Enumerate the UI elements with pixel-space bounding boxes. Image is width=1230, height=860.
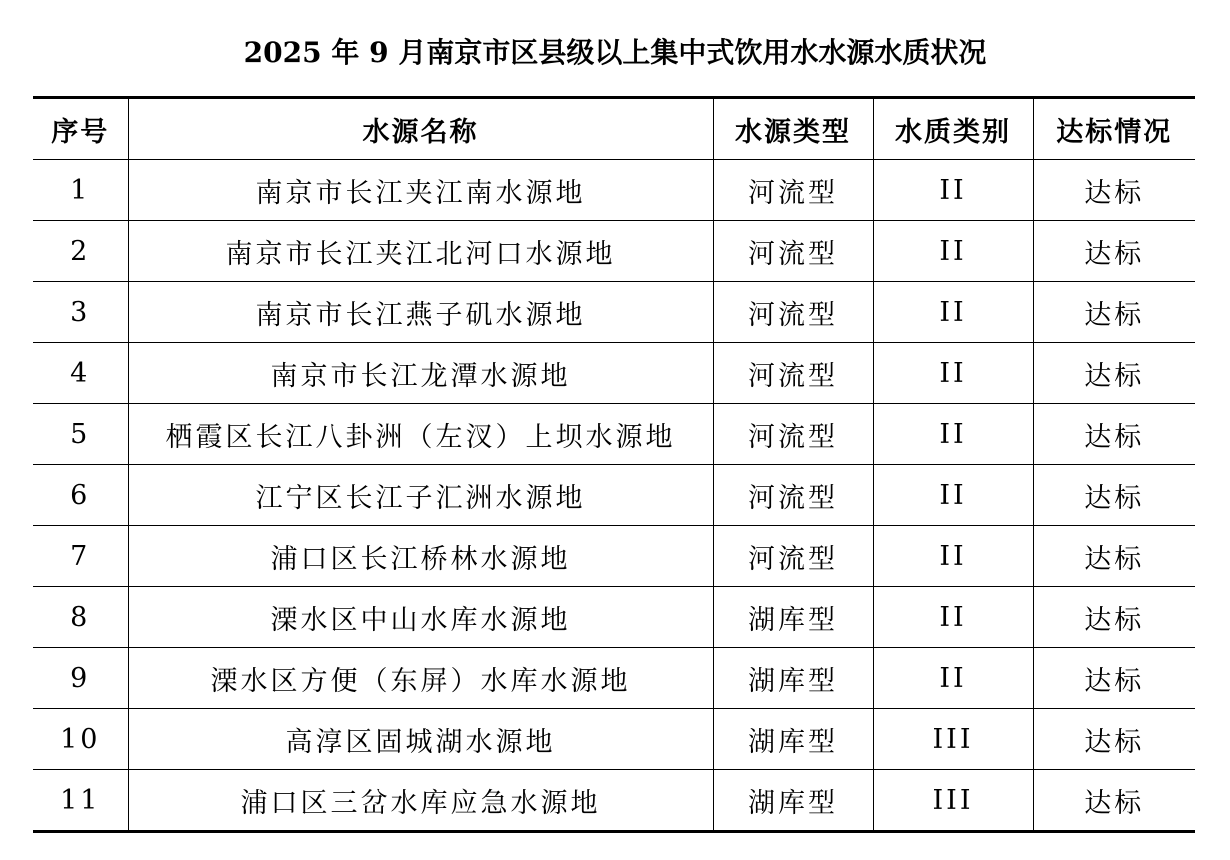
page-title: 2025 年 9 月南京市区县级以上集中式饮用水水源水质状况 (243, 36, 987, 69)
cell-quality-class: II (873, 282, 1033, 343)
cell-source-name: 南京市长江燕子矶水源地 (128, 282, 713, 343)
cell-source-name: 浦口区三岔水库应急水源地 (128, 770, 713, 832)
table-row (33, 465, 1195, 526)
cell-serial-number: 1 (33, 160, 128, 221)
cell-source-name: 栖霞区长江八卦洲（左汊）上坝水源地 (128, 404, 713, 465)
table-row (33, 404, 1195, 465)
cell-source-type: 河流型 (713, 404, 873, 465)
cell-quality-class: III (873, 709, 1033, 770)
table-row (33, 648, 1195, 709)
cell-compliance: 达标 (1033, 648, 1195, 709)
table-row (33, 282, 1195, 343)
table-row (33, 221, 1195, 282)
cell-source-name: 溧水区中山水库水源地 (128, 587, 713, 648)
cell-quality-class: II (873, 587, 1033, 648)
cell-compliance: 达标 (1033, 221, 1195, 282)
table-row (33, 587, 1195, 648)
cell-compliance: 达标 (1033, 404, 1195, 465)
header-compliance: 达标情况 (1033, 98, 1195, 160)
cell-serial-number: 3 (33, 282, 128, 343)
cell-source-name: 浦口区长江桥林水源地 (128, 526, 713, 587)
table-row (33, 526, 1195, 587)
table-row (33, 343, 1195, 404)
header-source-name: 水源名称 (128, 98, 713, 160)
table-row (33, 160, 1195, 221)
cell-source-type: 河流型 (713, 526, 873, 587)
cell-compliance: 达标 (1033, 770, 1195, 832)
cell-source-type: 河流型 (713, 221, 873, 282)
cell-quality-class: II (873, 465, 1033, 526)
cell-source-type: 河流型 (713, 160, 873, 221)
table-header-row (33, 98, 1195, 160)
cell-quality-class: II (873, 160, 1033, 221)
cell-source-type: 湖库型 (713, 587, 873, 648)
cell-serial-number: 8 (33, 587, 128, 648)
cell-quality-class: II (873, 526, 1033, 587)
cell-compliance: 达标 (1033, 709, 1195, 770)
cell-compliance: 达标 (1033, 587, 1195, 648)
cell-source-name: 南京市长江龙潭水源地 (128, 343, 713, 404)
cell-source-name: 江宁区长江子汇洲水源地 (128, 465, 713, 526)
cell-serial-number: 4 (33, 343, 128, 404)
cell-source-name: 南京市长江夹江南水源地 (128, 160, 713, 221)
water-quality-table (33, 96, 1195, 833)
cell-source-type: 河流型 (713, 465, 873, 526)
table-row (33, 709, 1195, 770)
header-serial-number: 序号 (33, 98, 128, 160)
cell-source-name: 南京市长江夹江北河口水源地 (128, 221, 713, 282)
cell-quality-class: II (873, 404, 1033, 465)
cell-serial-number: 9 (33, 648, 128, 709)
cell-serial-number: 5 (33, 404, 128, 465)
cell-compliance: 达标 (1033, 526, 1195, 587)
cell-quality-class: III (873, 770, 1033, 832)
header-quality-class: 水质类别 (873, 98, 1033, 160)
header-source-type: 水源类型 (713, 98, 873, 160)
cell-compliance: 达标 (1033, 160, 1195, 221)
cell-source-type: 河流型 (713, 282, 873, 343)
table-row (33, 770, 1195, 832)
cell-source-type: 河流型 (713, 343, 873, 404)
cell-quality-class: II (873, 648, 1033, 709)
cell-compliance: 达标 (1033, 343, 1195, 404)
cell-serial-number: 7 (33, 526, 128, 587)
cell-source-name: 高淳区固城湖水源地 (128, 709, 713, 770)
cell-serial-number: 11 (33, 770, 128, 832)
cell-source-type: 湖库型 (713, 709, 873, 770)
cell-compliance: 达标 (1033, 282, 1195, 343)
cell-quality-class: II (873, 221, 1033, 282)
cell-source-type: 湖库型 (713, 770, 873, 832)
cell-serial-number: 10 (33, 709, 128, 770)
cell-source-type: 湖库型 (713, 648, 873, 709)
cell-serial-number: 2 (33, 221, 128, 282)
cell-compliance: 达标 (1033, 465, 1195, 526)
cell-source-name: 溧水区方便（东屏）水库水源地 (128, 648, 713, 709)
cell-quality-class: II (873, 343, 1033, 404)
cell-serial-number: 6 (33, 465, 128, 526)
